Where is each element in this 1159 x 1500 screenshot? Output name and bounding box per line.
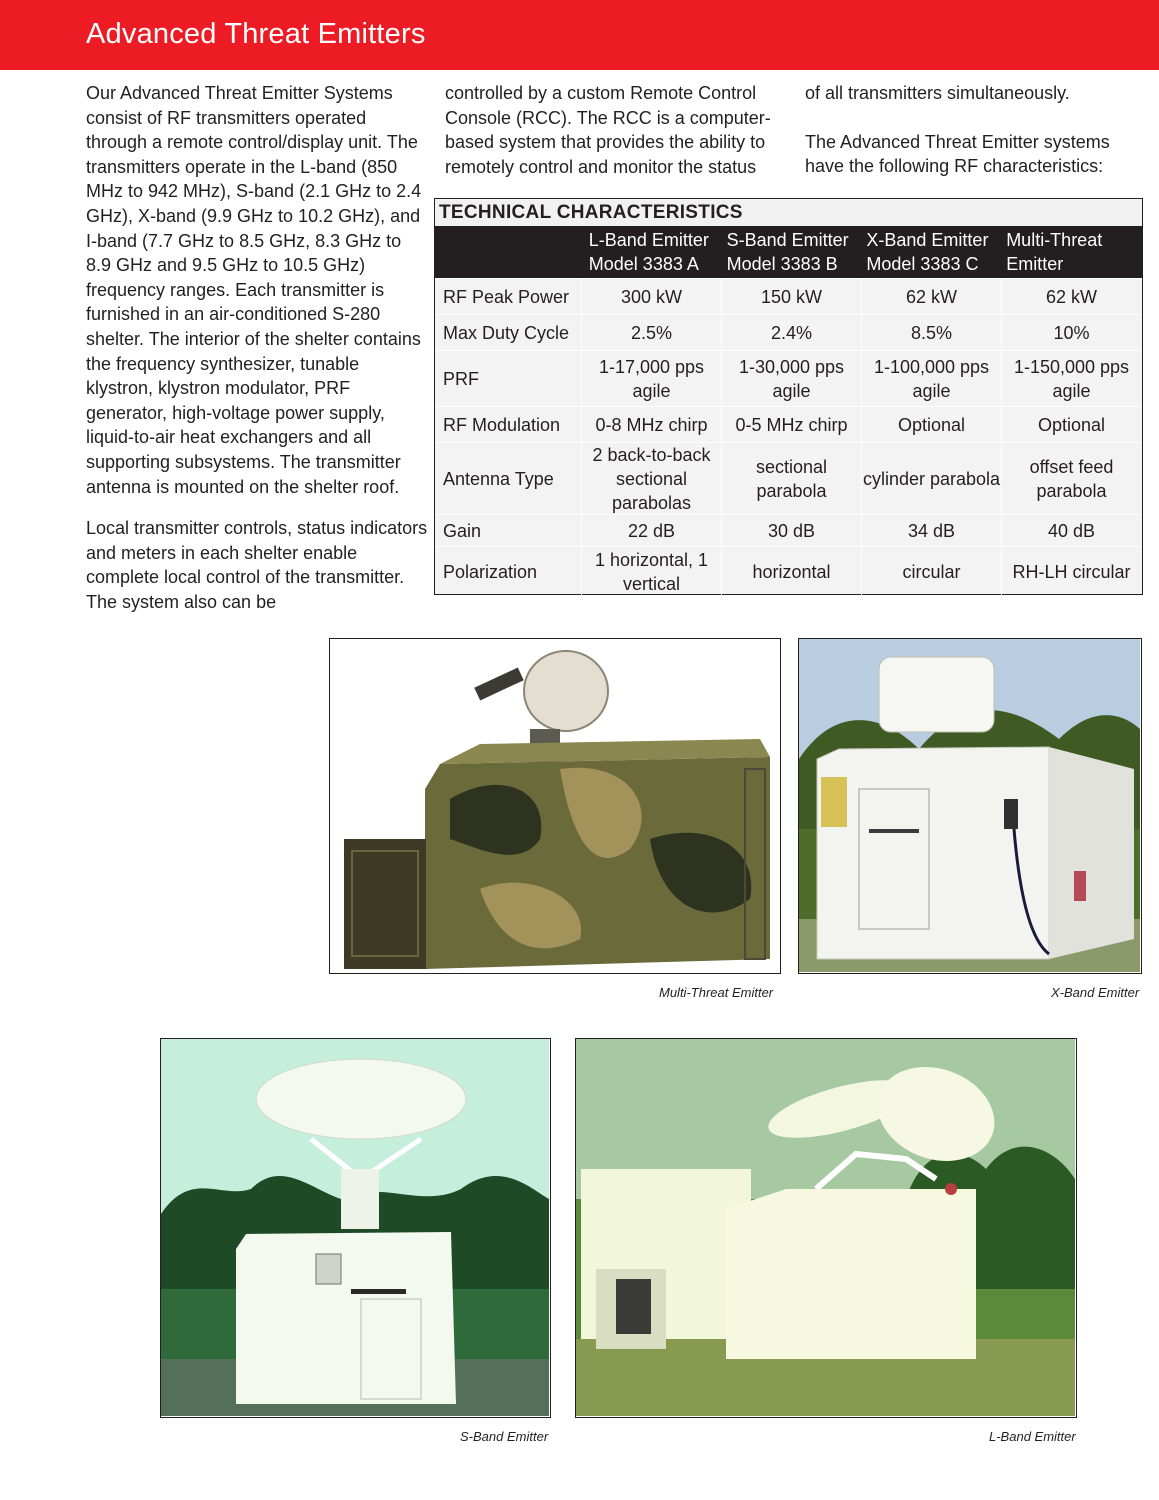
header-l-band-line2: Model 3383 A xyxy=(588,254,699,274)
table-cell: 34 dB xyxy=(861,515,1001,546)
header-banner xyxy=(0,0,1159,70)
text-column-2 xyxy=(445,81,785,179)
x-band-caption: X-Band Emitter xyxy=(1051,985,1140,1000)
table-row-prf xyxy=(435,350,1142,406)
s-band-caption: S-Band Emitter xyxy=(460,1429,549,1444)
table-cell: Optional xyxy=(861,407,1001,442)
table-cell: 1-30,000 pps agile xyxy=(721,351,861,406)
table-header-row xyxy=(435,226,1142,278)
header-multi-threat xyxy=(1002,226,1142,278)
row-label: Max Duty Cycle xyxy=(443,322,570,343)
simultaneous-paragraph: of all transmitters simultaneously. xyxy=(805,83,1070,103)
table-cell: offset feed parabola xyxy=(1001,443,1141,514)
table-row-max-duty-cycle xyxy=(435,314,1142,350)
multi-threat-caption: Multi-Threat Emitter xyxy=(659,985,774,1000)
rf-characteristics-paragraph: The Advanced Threat Emitter systems have the following RF characteristics: xyxy=(805,131,1110,177)
table-row-polarization xyxy=(435,546,1142,596)
row-label: PRF xyxy=(443,368,479,389)
intro-paragraph: Our Advanced Threat Emitter Systems consist of RF transmitters operated through a remote control/display unit. The transmitters operate in the L-band (850 MHz to 942 MHz), S-band (2.1 GHz to 2.4 GHz), X-band (9.9 GHz to 10.2 GHz), and I-band (7.7 GHz to 8.5 GHz, 8.3 GHz to 8.9 GHz and 9.5 GHz to 10.5 GHz) frequency ranges. Each transmitter is furnished in an air-conditioned S-280 shelter. The interior of the shelter contains the frequency synthesizer, tunable klystron, klystron modulator, PRF generator, high-voltage power supply, liquid-to-air heat exchangers and all supporting subsystems. The transmitter antenna is mounted on the shelter roof. xyxy=(86,83,422,497)
table-cell: 62 kW xyxy=(861,279,1001,314)
table-cell: 40 dB xyxy=(1001,515,1141,546)
rcc-paragraph: controlled by a custom Remote Control Console (RCC). The RCC is a computer-based system that provides the ability to remotely control and monitor the status xyxy=(445,83,771,177)
table-cell: 10% xyxy=(1001,315,1141,350)
table-row-gain xyxy=(435,514,1142,546)
row-label: Polarization xyxy=(443,561,538,582)
l-band-caption: L-Band Emitter xyxy=(989,1429,1076,1444)
page-title: Advanced Threat Emitters xyxy=(86,18,426,50)
x-band-emitter-photo xyxy=(798,638,1142,974)
l-band-emitter-photo xyxy=(575,1038,1077,1418)
table-cell: 150 kW xyxy=(721,279,861,314)
table-cell: 8.5% xyxy=(861,315,1001,350)
header-x-band xyxy=(862,226,1002,278)
header-multi-threat-line1: Multi-Threat xyxy=(1006,230,1103,250)
text-column-3 xyxy=(805,81,1135,179)
header-x-band-line2: Model 3383 C xyxy=(866,254,979,274)
header-s-band-line1: S-Band Emitter xyxy=(726,230,849,250)
header-multi-threat-line2: Emitter xyxy=(1006,254,1064,274)
header-l-band-line1: L-Band Emitter xyxy=(588,230,709,250)
table-cell: 30 dB xyxy=(721,515,861,546)
controls-paragraph: Local transmitter controls, status indicators and meters in each shelter enable complete local control of the transmitter. The system also can be xyxy=(86,518,428,612)
table-row-rf-modulation xyxy=(435,406,1142,442)
table-cell: 0-5 MHz chirp xyxy=(721,407,861,442)
table-cell: cylinder parabola xyxy=(861,443,1001,514)
table-cell: Optional xyxy=(1001,407,1141,442)
row-label: Gain xyxy=(443,520,482,541)
table-cell: 2 back-to-back sectional parabolas xyxy=(581,443,721,514)
table-cell: 22 dB xyxy=(581,515,721,546)
header-l-band xyxy=(583,226,723,278)
table-cell: 62 kW xyxy=(1001,279,1141,314)
header-blank xyxy=(435,226,583,278)
header-s-band-line2: Model 3383 B xyxy=(726,254,838,274)
s-band-emitter-photo xyxy=(160,1038,551,1418)
table-cell: horizontal xyxy=(721,547,861,596)
header-s-band xyxy=(723,226,863,278)
row-label: Antenna Type xyxy=(443,468,554,489)
row-label: RF Modulation xyxy=(443,414,561,435)
technical-characteristics-table xyxy=(434,198,1143,595)
table-row-antenna-type xyxy=(435,442,1142,514)
table-cell: RH-LH circular xyxy=(1001,547,1141,596)
table-cell: 1-17,000 pps agile xyxy=(581,351,721,406)
table-cell: 1-150,000 pps agile xyxy=(1001,351,1141,406)
table-title: TECHNICAL CHARACTERISTICS xyxy=(435,199,1142,226)
table-cell: 0-8 MHz chirp xyxy=(581,407,721,442)
table-cell: 300 kW xyxy=(581,279,721,314)
table-cell: 2.5% xyxy=(581,315,721,350)
row-label: RF Peak Power xyxy=(443,286,570,307)
table-cell: 1-100,000 pps agile xyxy=(861,351,1001,406)
table-row-rf-peak-power xyxy=(435,278,1142,314)
header-x-band-line1: X-Band Emitter xyxy=(866,230,989,250)
table-cell: sectional parabola xyxy=(721,443,861,514)
table-cell: 1 horizontal, 1 vertical xyxy=(581,547,721,596)
multi-threat-emitter-photo xyxy=(329,638,781,974)
table-cell: 2.4% xyxy=(721,315,861,350)
table-cell: circular xyxy=(861,547,1001,596)
text-column-1 xyxy=(86,81,431,614)
